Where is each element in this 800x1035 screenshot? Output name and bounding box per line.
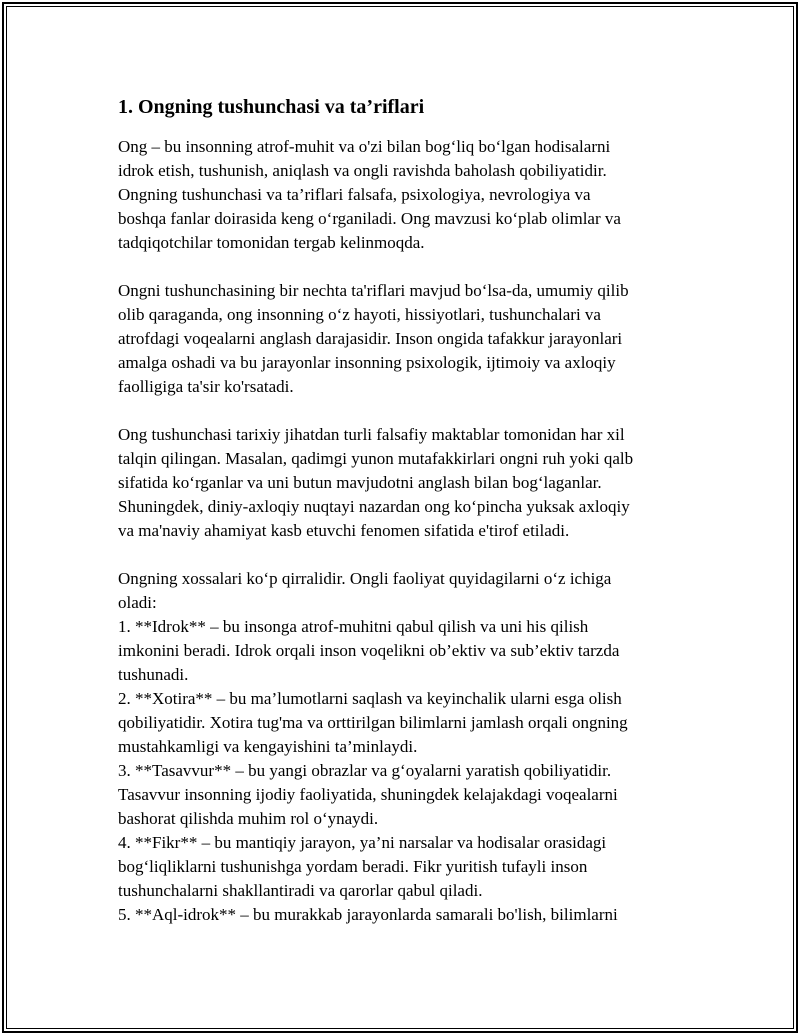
- list-item: 5. **Aql-idrok** – bu murakkab jarayonlarda samarali bo'lish, bilimlarni: [118, 905, 618, 924]
- list-item: 3. **Tasavvur** – bu yangi obrazlar va g‘oyalarni yaratish qobiliyatidir. Tasavvur insonning ijodiy faoliyatida, shuningdek kelajakdagi voqealarni bashorat qilishda muhim rol o‘ynaydi.: [118, 761, 618, 828]
- document-title: 1. Ongning tushunchasi va ta’riflari: [118, 96, 425, 118]
- paragraph-3: Ong tushunchasi tarixiy jihatdan turli falsafiy maktablar tomonidan har xil talqin qilingan. Masalan, qadimgi yunon mutafakkirlari ongni ruh yoki qalb sifatida ko‘rganlar va uni butun mavjudotni anglash bilan bog‘laganlar. Shuningdek, diniy-axloqiy nuqtayi nazardan ong ko‘pincha yuksak axloqiy va ma'naviy ahamiyat kasb etuvchi fenomen sifatida e'tirof etiladi.: [118, 425, 634, 540]
- properties-list: [118, 615, 698, 927]
- list-item: 1. **Idrok** – bu insonga atrof-muhitni qabul qilish va uni his qilish imkonini beradi. Idrok orqali inson voqelikni ob’ektiv va sub’ektiv tarzda tushunadi.: [118, 617, 620, 684]
- list-item: 4. **Fikr** – bu mantiqiy jarayon, ya’ni narsalar va hodisalar orasidagi bog‘liqliklarni tushunishga yordam beradi. Fikr yuritish tufayli inson tushunchalarni shakllantiradi va qarorlar qabul qiladi.: [118, 833, 607, 900]
- list-item: 2. **Xotira** – bu ma’lumotlarni saqlash va keyinchalik ularni esga olish qobiliyatidir. Xotira tug'ma va orttirilgan bilimlarni jamlash orqali ongning mustahkamligi va kengayishini ta’minlaydi.: [118, 689, 628, 756]
- paragraph-2: Ongni tushunchasining bir nechta ta'riflari mavjud bo‘lsa-da, umumiy qilib olib qaraganda, ong insonning o‘z hayoti, hissiyotlari, tushunchalari va atrofdagi voqealarni anglash darajasidir. Inson ongida tafakkur jarayonlari amalga oshadi va bu jarayonlar insonning psixologik, ijtimoiy va axloqiy faolligiga ta'sir ko'rsatadi.: [118, 281, 629, 396]
- document-content: [118, 93, 698, 927]
- list-intro: Ongning xossalari ko‘p qirralidir. Ongli faoliyat quyidagilarni o‘z ichiga oladi:: [118, 569, 612, 612]
- paragraph-1: Ong – bu insonning atrof-muhit va o'zi bilan bog‘liq bo‘lgan hodisalarni idrok etish, tushunish, aniqlash va ongli ravishda baholash qobiliyatidir. Ongning tushunchasi va ta’riflari falsafa, psixologiya, nevrologiya va boshqa fanlar doirasida keng o‘rganiladi. Ong mavzusi ko‘plab olimlar va tadqiqotchilar tomonidan tergab kelinmoqda.: [118, 137, 621, 252]
